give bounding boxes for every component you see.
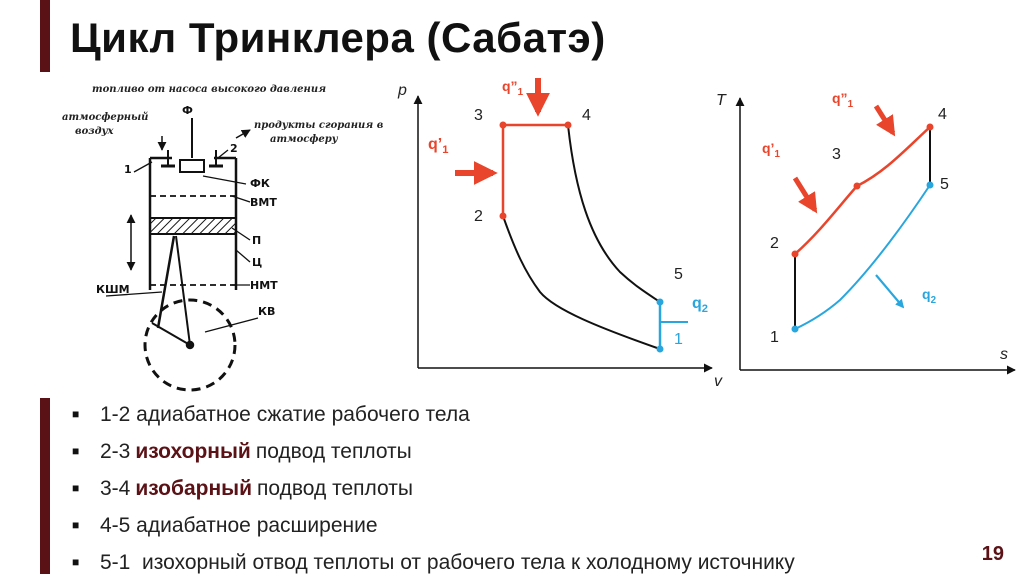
pv-q1-dprime-label: $q”_1$ <box>502 78 524 98</box>
ts-point-4 <box>927 124 934 131</box>
ts-point-3 <box>854 183 861 190</box>
pv-label-2: 2 <box>474 208 483 225</box>
pv-curve-1-2 <box>503 216 660 349</box>
ts-q2-label: $q_2$ <box>922 286 937 306</box>
ts-label-1: 1 <box>770 329 779 346</box>
pv-diagram <box>418 78 712 368</box>
ts-x-axis-label: s <box>1000 346 1008 363</box>
pv-point-2 <box>500 213 507 220</box>
ts-label-3: 3 <box>832 146 841 163</box>
pv-label-5: 5 <box>674 266 683 283</box>
pv-q1-prime-label: $q’_1$ <box>428 136 449 157</box>
list-item: ■ 1-2 адиабатное сжатие рабочего тела <box>72 396 795 433</box>
bullet-square-icon: ■ <box>72 407 80 421</box>
ts-point-2 <box>792 251 799 258</box>
vmt-label: ВМТ <box>250 196 277 209</box>
engine-schematic <box>106 118 258 390</box>
pv-point-1 <box>657 346 664 353</box>
bullet-square-icon: ■ <box>72 555 80 569</box>
nmt-label: НМТ <box>250 279 278 292</box>
exhaust-label-line2: атмосферу <box>270 134 338 145</box>
ts-point-1 <box>792 326 799 333</box>
fk-label: ФК <box>250 177 270 190</box>
bullet-square-icon: ■ <box>72 518 80 532</box>
pv-point-5 <box>657 299 664 306</box>
ts-q1-prime-label: $q’_1$ <box>762 140 780 160</box>
pv-label-1: 1 <box>674 331 683 348</box>
ts-curve-3-4 <box>857 127 930 186</box>
ts-y-axis-label: T <box>716 92 726 109</box>
pv-y-axis-label: p <box>398 82 407 99</box>
injector <box>180 160 204 172</box>
phi-label: Ф <box>182 104 193 117</box>
cylinder-label: Ц <box>252 256 263 269</box>
pv-point-4 <box>565 122 572 129</box>
fuel-label: топливо от насоса высокого давления <box>92 84 327 95</box>
list-item: ■ 3-4 изобарный подвод теплоты <box>72 470 795 507</box>
list-item: ■ 2-3 изохорный подвод теплоты <box>72 433 795 470</box>
valve-2-label: 2 <box>230 142 238 155</box>
process-list <box>72 396 795 581</box>
pv-q2-label: $q_2$ <box>692 295 709 316</box>
list-item: ■ 4-5 адиабатное расширение <box>72 507 795 544</box>
piston <box>150 218 236 234</box>
air-label-line2: воздух <box>75 126 114 137</box>
ts-label-5: 5 <box>940 176 949 193</box>
pv-label-3: 3 <box>474 107 483 124</box>
ts-q2-arrow <box>876 275 903 307</box>
kshm-label: КШМ <box>96 283 130 296</box>
pv-curve-4-5 <box>568 125 660 302</box>
ts-q1-dprime-label: $q”_1$ <box>832 90 854 110</box>
exhaust-label-line1: продукты сгорания в <box>254 120 384 131</box>
pv-x-axis-label: v <box>714 373 722 390</box>
ts-q1-dprime-arrow <box>876 106 893 133</box>
valve-1-label: 1 <box>124 163 132 176</box>
list-item: ■ 5-1 изохорный отвод теплоты от рабочего тела к холодному источнику <box>72 544 795 581</box>
kv-label: КВ <box>258 305 276 318</box>
piston-label: П <box>252 234 262 247</box>
ts-point-5 <box>927 182 934 189</box>
slide-title: Цикл Тринклера (Сабатэ) <box>70 14 606 61</box>
air-label-line1: атмосферный <box>62 112 149 123</box>
pv-label-4: 4 <box>582 107 591 124</box>
page-number: 19 <box>981 543 1004 565</box>
ts-q1-prime-arrow <box>795 178 815 210</box>
bullet-square-icon: ■ <box>72 444 80 458</box>
pv-point-3 <box>500 122 507 129</box>
bullet-square-icon: ■ <box>72 481 80 495</box>
ts-label-2: 2 <box>770 235 779 252</box>
ts-diagram <box>740 98 1015 370</box>
ts-label-4: 4 <box>938 106 947 123</box>
